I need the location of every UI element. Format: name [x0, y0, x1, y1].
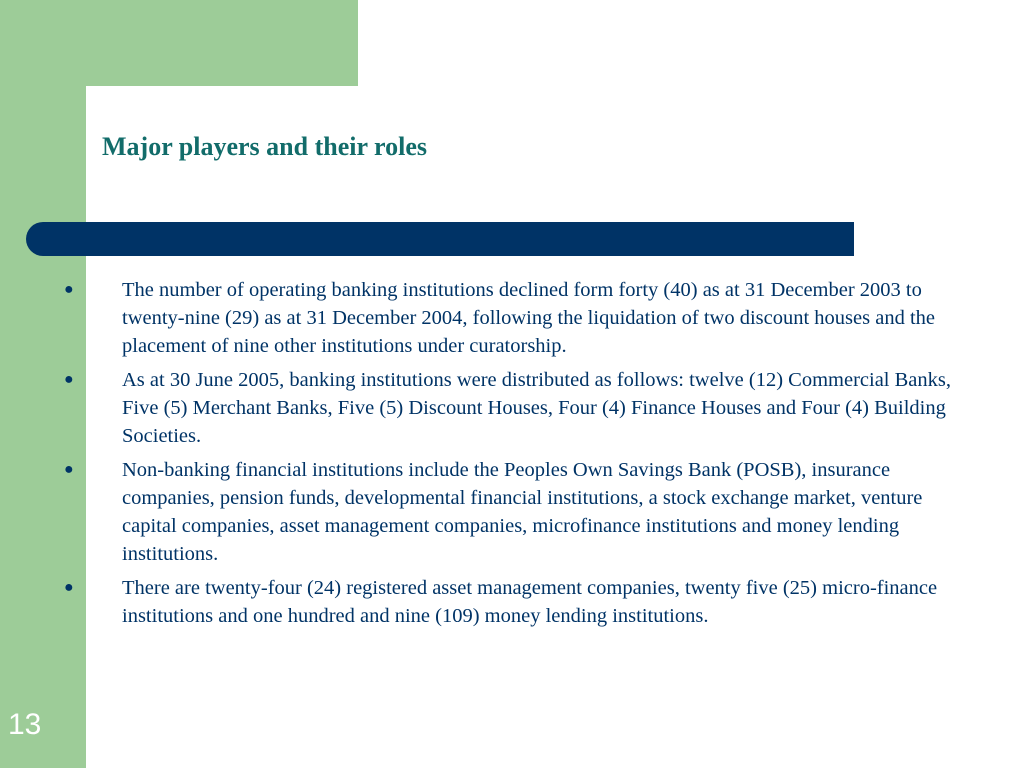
bullet-list	[60, 276, 970, 636]
bullet-icon: ●	[64, 461, 74, 478]
slide-title: Major players and their roles	[102, 132, 427, 161]
bullet-item	[60, 276, 970, 360]
bullet-text: Non-banking financial institutions include the Peoples Own Savings Bank (POSB), insurance companies, pension funds, developmental financial institutions, a stock exchange market, venture capital companies, asset management companies, microfinance institutions and money lending institutions.	[122, 459, 923, 565]
bullet-item	[60, 366, 970, 450]
page-number: 13	[8, 708, 42, 741]
top-green-panel	[0, 0, 358, 86]
bullet-icon: ●	[64, 371, 74, 388]
bullet-icon: ●	[64, 579, 74, 596]
title-divider-bar	[26, 222, 854, 256]
bullet-item	[60, 574, 970, 630]
bullet-icon: ●	[64, 281, 74, 298]
bullet-text: As at 30 June 2005, banking institutions were distributed as follows: twelve (12) Commercial Banks, Five (5) Merchant Banks, Five (5) Discount Houses, Four (4) Finance Houses and Four (4) Building Societies.	[122, 369, 951, 447]
bullet-text: The number of operating banking institutions declined form forty (40) as at 31 December 2003 to twenty-nine (29) as at 31 December 2004, following the liquidation of two discount houses and the placement of nine other institutions under curatorship.	[122, 279, 935, 357]
bullet-text: There are twenty-four (24) registered asset management companies, twenty five (25) micro-finance institutions and one hundred and nine (109) money lending institutions.	[122, 577, 938, 627]
bullet-item	[60, 456, 970, 568]
